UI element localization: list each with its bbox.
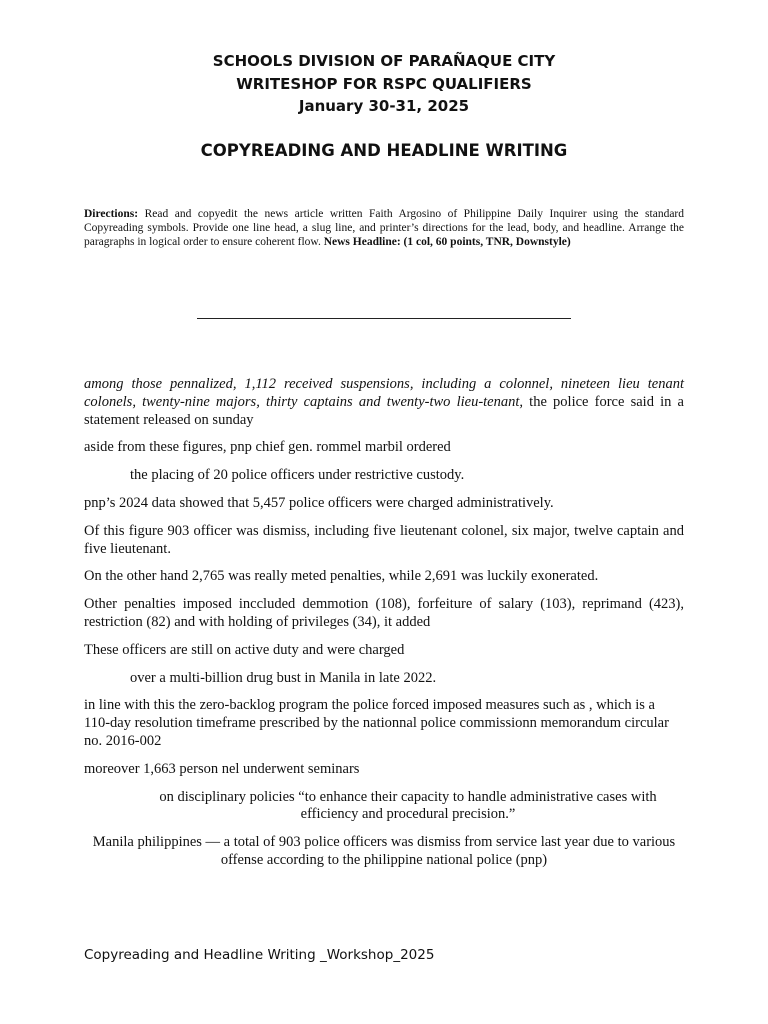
article-paragraph-13: Manila philippines — a total of 903 police officers was dismiss from service last year due to various offense according to the philippine national police (pnp) — [92, 834, 676, 868]
directions-paragraph — [84, 207, 684, 249]
article-paragraph-4: pnp’s 2024 data showed that 5,457 police officers were charged administratively. — [84, 494, 554, 511]
article-paragraph-7: Other penalties imposed inccluded demmotion (108), forfeiture of salary (103), reprimand (423), restriction (82) and with holding of privileges (34), it added — [84, 596, 684, 630]
article-paragraph-11: moreover 1,663 person nel underwent seminars — [84, 760, 360, 777]
page-title: COPYREADING AND HEADLINE WRITING — [200, 141, 568, 160]
headline-answer-line — [197, 318, 571, 319]
article-paragraph-1 — [84, 376, 684, 429]
directions-text: Read and copyedit the news article written Faith Argosino of Philippine Daily Inquirer using the standard Copyreading symbols. Provide one line head, a slug line, and printer’s directions for the lead, body, and headline. Arrange the paragraphs in logical order to ensure coherent flow. — [84, 208, 684, 248]
article-paragraph-3: the placing of 20 police officers under restrictive custody. — [130, 467, 465, 484]
paragraph-1-italic: among those pennalized, 1,112 received suspensions, including a colonnel, nineteen lieu tenant colonels, twenty-nine majors, thirty captains and twenty-two lieu-tenant, — [84, 376, 684, 410]
article-paragraph-8: These officers are still on active duty and were charged — [84, 641, 405, 658]
division-name: SCHOOLS DIVISION OF PARAÑAQUE CITY — [212, 52, 556, 70]
article-paragraph-9: over a multi-billion drug bust in Manila in late 2022. — [130, 669, 437, 686]
article-paragraph-12: on disciplinary policies “to enhance their capacity to handle administrative cases with efficiency and procedural precision.” — [159, 788, 657, 823]
event-date: January 30-31, 2025 — [298, 97, 470, 115]
article-paragraph-2: aside from these figures, pnp chief gen. rommel marbil ordered — [84, 439, 451, 456]
headline-spec: News Headline: (1 col, 60 points, TNR, Downstyle) — [323, 236, 571, 248]
article-paragraph-10: in line with this the zero-backlog program the police forced imposed measures such as , which is a 110-day resolution timeframe prescribed by the nationnal police commissionn memorandum circular no. 2016-002 — [84, 697, 669, 749]
page-footer: Copyreading and Headline Writing _Workshop_2025 — [84, 947, 435, 963]
article-paragraph-6: On the other hand 2,765 was really meted penalties, while 2,691 was luckily exonerated. — [84, 568, 599, 585]
directions-label: Directions: — [84, 208, 139, 220]
paragraph-1-rest: the police force said in a statement released on sunday — [84, 393, 684, 428]
article-body — [84, 376, 684, 880]
event-name: WRITESHOP FOR RSPC QUALIFIERS — [236, 74, 532, 93]
document-header — [0, 50, 768, 118]
article-paragraph-5: Of this figure 903 officer was dismiss, including five lieutenant colonel, six major, twelve captain and five lieutenant. — [84, 522, 684, 557]
